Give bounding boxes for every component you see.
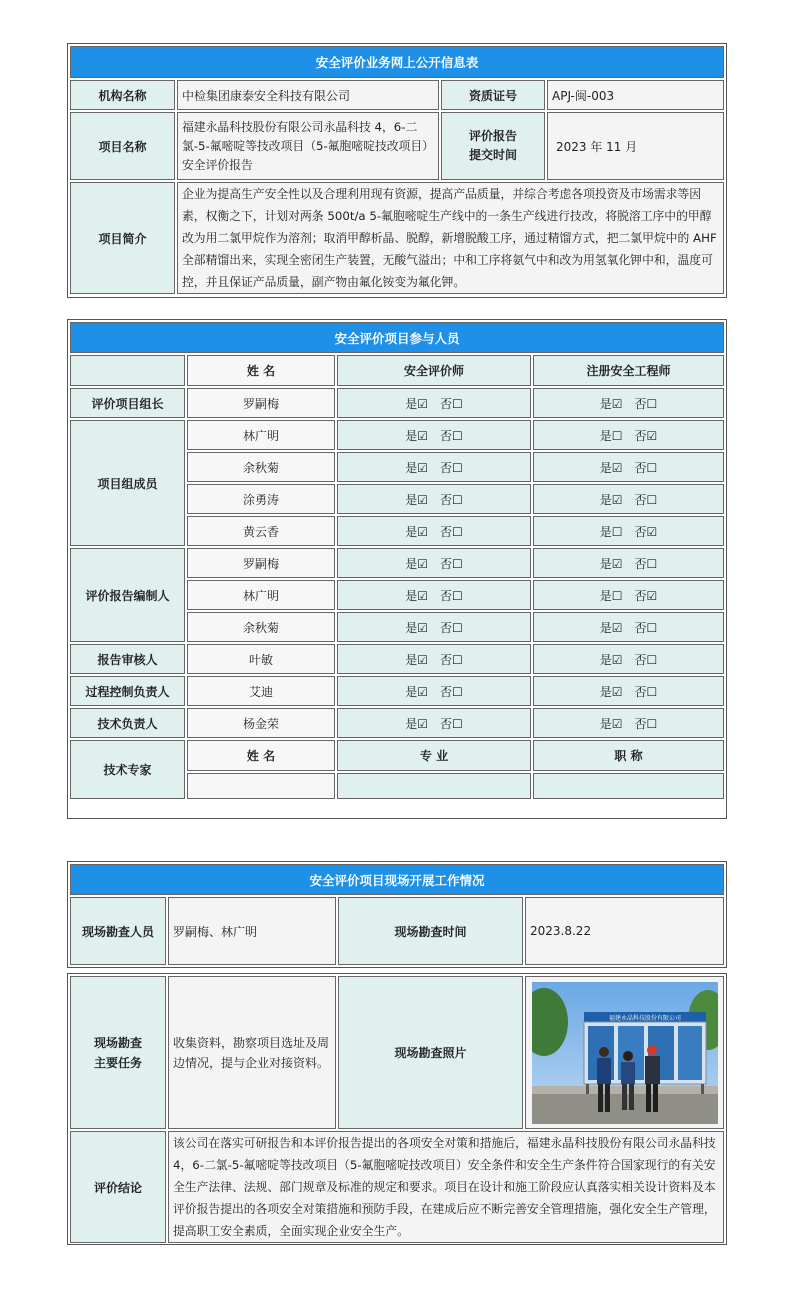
photo-sign-text: 福建永晶科技股份有限公司: [608, 1014, 681, 1022]
role-label: 项目组成员: [70, 420, 185, 546]
engineer-check: 是☑ 否☐: [533, 644, 724, 674]
task-value: 收集资料，勘察项目选址及周边情况，提与企业对接资料。: [168, 976, 336, 1129]
personnel-table: [67, 319, 727, 819]
submit-label-line1: 评价报告: [468, 129, 517, 143]
evaluator-check: 是☑ 否☐: [337, 420, 531, 450]
task-label-line2: 主要任务: [93, 1055, 142, 1070]
member-name: 叶敏: [187, 644, 335, 674]
site-table: [67, 861, 727, 968]
role-label: 技术负责人: [70, 708, 185, 738]
role-label: 评价项目组长: [70, 388, 185, 418]
engineer-check: 是☑ 否☐: [533, 452, 724, 482]
engineer-check: 是☑ 否☐: [533, 548, 724, 578]
evaluator-check: 是☑ 否☐: [337, 644, 531, 674]
conclusion-label: 评价结论: [70, 1131, 166, 1243]
project-label: 项目名称: [70, 112, 175, 180]
time-value: 2023.8.22: [525, 897, 724, 965]
role-label: 评价报告编制人: [70, 548, 185, 642]
expert-col-title: 职 称: [533, 740, 724, 771]
staff-value: 罗嗣梅、林广明: [168, 897, 336, 965]
table-row: [70, 708, 724, 738]
conclusion-value: 该公司在落实可研报告和本评价报告提出的各项安全对策和措施后，福建永晶科技股份有限公司永晶科技 4，6-二氯-5-氟嘧啶等技改项目（5-氟胞嘧啶技改项目）安全条件和安全生产条件符合国家现行的有关安全生产法律、法规、部门规章及标准的规定和要求。项目在设计和施工阶段应认真落实相关设计资料及本评价报告提出的各项安全对策措施和预防手段，在建成后应不断完善安全管理措施，强化安全生产管理，提高职工安全素质，全面实现企业安全生产。: [168, 1131, 724, 1243]
evaluator-check: 是☑ 否☐: [337, 708, 531, 738]
role-label: 报告审核人: [70, 644, 185, 674]
col-evaluator-header: 安全评价师: [337, 355, 531, 386]
info-table-title: 安全评价业务网上公开信息表: [70, 46, 724, 78]
member-name: 杨金荣: [187, 708, 335, 738]
engineer-check: 是☑ 否☐: [533, 708, 724, 738]
org-value: 中检集团康泰安全科技有限公司: [177, 80, 439, 110]
expert-major-cell: [337, 773, 531, 799]
engineer-check: 是☐ 否☑: [533, 516, 724, 546]
evaluator-check: 是☑ 否☐: [337, 484, 531, 514]
personnel-table-title: 安全评价项目参与人员: [70, 322, 724, 353]
member-name: 罗嗣梅: [187, 548, 335, 578]
expert-name-cell: [187, 773, 335, 799]
table-row: [70, 420, 724, 450]
info-table: [67, 43, 727, 298]
engineer-check: 是☑ 否☐: [533, 388, 724, 418]
intro-value: 企业为提高生产安全性以及合理利用现有资源，提高产品质量，并综合考虑各项投资及市场需求等因素，权衡之下，计划对两条 500t/a 5-氟胞嘧啶生产线中的一条生产线进行技改，将脱溶工序中的甲醇改为用二氯甲烷作为溶剂；取消甲醇析晶、脱醇，新增脱酸工序，通过精馏方式，把二氯甲烷中的 AHF 全部精馏出来，实现全密闭生产装置，无酸气溢出；中和工序将氨气中和改为用氢氧化钾中和，温度可控，并且保证产品质量，副产物由氟化铵变为氟化钾。: [177, 182, 724, 294]
member-name: 林广明: [187, 580, 335, 610]
site-photo: [532, 982, 718, 1124]
time-label: 现场勘查时间: [338, 897, 523, 965]
member-name: 余秋菊: [187, 612, 335, 642]
engineer-check: 是☑ 否☐: [533, 612, 724, 642]
header-blank: [70, 355, 185, 386]
project-value: 福建永晶科技股份有限公司永晶科技 4，6-二氯-5-氟嘧啶等技改项目（5-氟胞嘧啶技改项目）安全评价报告: [177, 112, 439, 180]
col-engineer-header: 注册安全工程师: [533, 355, 724, 386]
submit-label: [441, 112, 545, 180]
evaluator-check: 是☑ 否☐: [337, 548, 531, 578]
table-row: [70, 388, 724, 418]
table-row: [70, 676, 724, 706]
expert-col-name: 姓 名: [187, 740, 335, 771]
task-label: [70, 976, 166, 1129]
submit-label-line2: 提交时间: [468, 148, 517, 162]
evaluator-check: 是☑ 否☐: [337, 580, 531, 610]
member-name: 涂勇涛: [187, 484, 335, 514]
expert-col-major: 专 业: [337, 740, 531, 771]
cert-label: 资质证号: [441, 80, 545, 110]
submit-value: 2023 年 11 月: [547, 112, 724, 180]
member-name: 罗嗣梅: [187, 388, 335, 418]
expert-label: 技术专家: [70, 740, 185, 799]
evaluator-check: 是☑ 否☐: [337, 612, 531, 642]
evaluator-check: 是☑ 否☐: [337, 452, 531, 482]
task-label-line1: 现场勘查: [93, 1035, 142, 1050]
engineer-check: 是☐ 否☑: [533, 420, 724, 450]
table-row: [70, 644, 724, 674]
evaluator-check: 是☑ 否☐: [337, 388, 531, 418]
evaluator-check: 是☑ 否☐: [337, 676, 531, 706]
member-name: 黄云香: [187, 516, 335, 546]
expert-title-cell: [533, 773, 724, 799]
table-row: [70, 548, 724, 578]
photo-label: 现场勘查照片: [338, 976, 523, 1129]
engineer-check: 是☐ 否☑: [533, 580, 724, 610]
evaluator-check: 是☑ 否☐: [337, 516, 531, 546]
member-name: 艾迪: [187, 676, 335, 706]
site-detail-table: [67, 973, 727, 1245]
org-label: 机构名称: [70, 80, 175, 110]
cert-value: APJ-闽-003: [547, 80, 724, 110]
staff-label: 现场勘查人员: [70, 897, 166, 965]
col-name-header: 姓 名: [187, 355, 335, 386]
site-table-title: 安全评价项目现场开展工作情况: [70, 864, 724, 895]
engineer-check: 是☑ 否☐: [533, 676, 724, 706]
intro-label: 项目简介: [70, 182, 175, 294]
role-label: 过程控制负责人: [70, 676, 185, 706]
engineer-check: 是☑ 否☐: [533, 484, 724, 514]
site-photo-cell: [525, 976, 724, 1129]
member-name: 余秋菊: [187, 452, 335, 482]
member-name: 林广明: [187, 420, 335, 450]
